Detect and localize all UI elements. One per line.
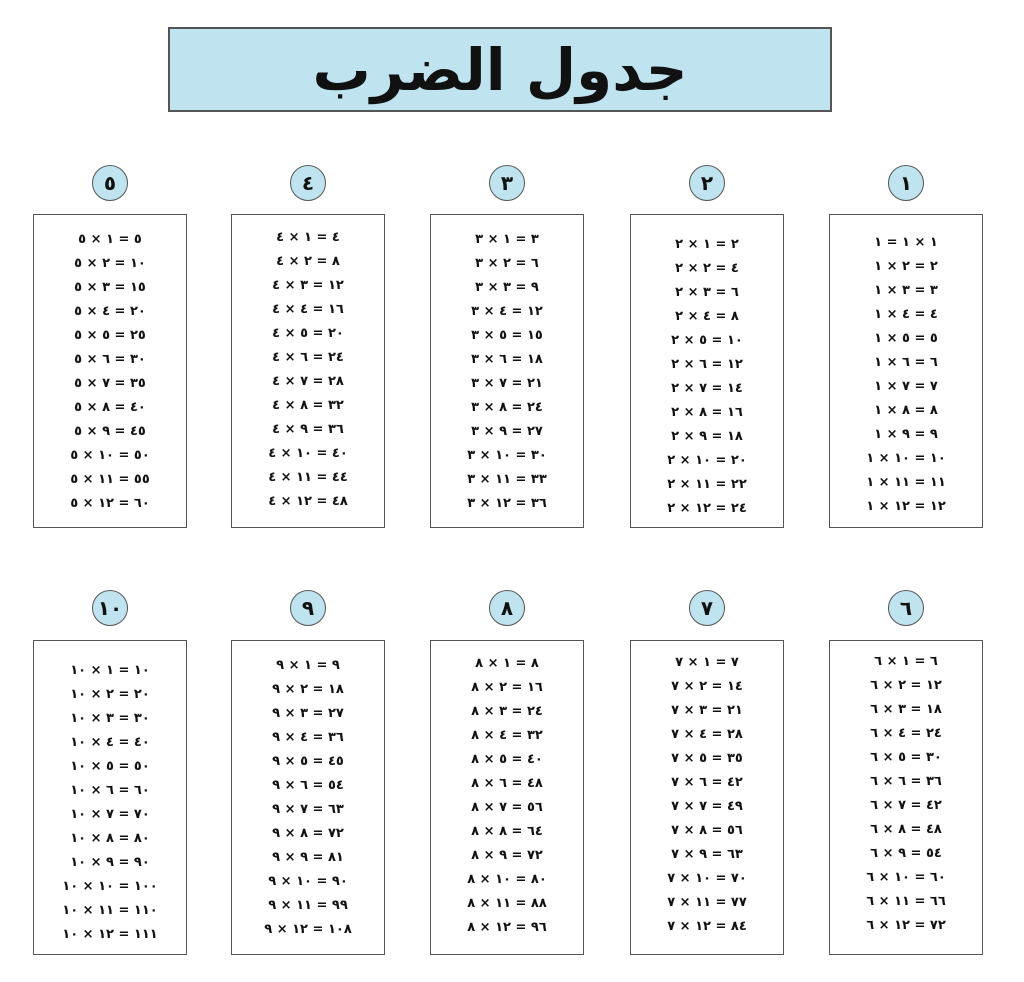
table-card [33, 640, 187, 955]
table-row: ٥٤ = ٩ × ٦ [870, 846, 942, 861]
page-title: جدول الضرب [312, 35, 688, 104]
table-number-badge: ٣ [489, 165, 525, 201]
table-row: ٤٥ = ٥ × ٩ [272, 754, 344, 769]
table-row: ١٢ = ٦ × ٢ [671, 357, 743, 372]
table-number-badge: ٨ [489, 590, 525, 626]
table-row: ٩٩ = ١١ × ٩ [268, 898, 348, 913]
table-row: ٤٥ = ٩ × ٥ [74, 424, 146, 439]
table-row: ٢٤ = ١٢ × ٢ [667, 501, 747, 516]
table-row: ٢٤ = ٦ × ٤ [272, 350, 344, 365]
table-number-badge: ١٠ [92, 590, 128, 626]
table-card [829, 640, 983, 955]
table-row: ١٥ = ٣ × ٥ [74, 280, 146, 295]
table-row: ٩٦ = ١٢ × ٨ [467, 920, 547, 935]
table-row: ٢١ = ٣ × ٧ [671, 703, 743, 718]
table-number-badge: ٤ [290, 165, 326, 201]
table-card [33, 214, 187, 528]
table-row: ٤٠ = ١٠ × ٤ [268, 446, 348, 461]
table-row: ٩ = ٩ × ١ [874, 427, 938, 442]
table-row: ٧٠ = ٧ × ١٠ [70, 807, 150, 822]
table-row: ٤٠ = ٥ × ٨ [471, 752, 543, 767]
table-row: ٦٤ = ٨ × ٨ [471, 824, 543, 839]
table-row: ٣٦ = ٤ × ٩ [272, 730, 344, 745]
table-row: ٥٤ = ٦ × ٩ [272, 778, 344, 793]
table-row: ٣٠ = ٥ × ٦ [870, 750, 942, 765]
table-card [231, 214, 385, 528]
table-row: ٦ = ٢ × ٣ [475, 256, 539, 271]
table-row: ١٤ = ٢ × ٧ [671, 679, 743, 694]
table-row: ٦ = ١ × ٦ [874, 654, 938, 669]
table-row: ٤٩ = ٧ × ٧ [671, 799, 743, 814]
table-row: ٦٣ = ٩ × ٧ [671, 847, 743, 862]
table-row: ١٨ = ٩ × ٢ [671, 429, 743, 444]
table-row: ٩ = ١ × ٩ [276, 658, 340, 673]
table-row: ٢٤ = ٨ × ٣ [471, 400, 543, 415]
table-row: ٨ = ٢ × ٤ [276, 254, 340, 269]
table-row: ١٠ = ٢ × ٥ [74, 256, 146, 271]
table-row: ٢٧ = ٣ × ٩ [272, 706, 344, 721]
table-number-badge: ٩ [290, 590, 326, 626]
table-row: ١٥ = ٥ × ٣ [471, 328, 543, 343]
table-row: ٤٨ = ٦ × ٨ [471, 776, 543, 791]
table-row: ٤ = ٢ × ٢ [675, 261, 739, 276]
table-row: ١٢ = ٣ × ٤ [272, 278, 344, 293]
table-row: ٤٢ = ٧ × ٦ [870, 798, 942, 813]
table-row: ٨ = ٤ × ٢ [675, 309, 739, 324]
table-row: ٥ = ٥ × ١ [874, 331, 938, 346]
table-card [630, 640, 784, 955]
table-row: ٨ = ١ × ٨ [475, 656, 539, 671]
table-row: ٧٧ = ١١ × ٧ [667, 895, 747, 910]
table-row: ١٢ = ١٢ × ١ [866, 499, 946, 514]
table-row: ٩٠ = ٩ × ١٠ [70, 855, 150, 870]
table-row: ٣ = ٣ × ١ [874, 283, 938, 298]
table-row: ٦٠ = ١٠ × ٦ [866, 870, 946, 885]
table-row: ١٠٨ = ١٢ × ٩ [264, 922, 352, 937]
table-row: ١٠ = ١ × ١٠ [70, 663, 150, 678]
table-row: ٨٨ = ١١ × ٨ [467, 896, 547, 911]
table-row: ٧٢ = ١٢ × ٦ [866, 918, 946, 933]
table-row: ٣ = ١ × ٣ [475, 232, 539, 247]
table-row: ٣٥ = ٧ × ٥ [74, 376, 146, 391]
table-row: ٦٣ = ٧ × ٩ [272, 802, 344, 817]
table-card [829, 214, 983, 528]
table-row: ١٦ = ٢ × ٨ [471, 680, 543, 695]
table-row: ٦٠ = ١٢ × ٥ [70, 496, 150, 511]
table-row: ٢٢ = ١١ × ٢ [667, 477, 747, 492]
table-row: ١٦ = ٨ × ٢ [671, 405, 743, 420]
table-row: ٢٠ = ٥ × ٤ [272, 326, 344, 341]
table-row: ٨٠ = ١٠ × ٨ [467, 872, 547, 887]
table-row: ٢٤ = ٤ × ٦ [870, 726, 942, 741]
table-row: ٣٦ = ١٢ × ٣ [467, 496, 547, 511]
table-row: ٦ = ٣ × ٢ [675, 285, 739, 300]
table-row: ١١١ = ١٢ × ١٠ [62, 927, 158, 942]
table-row: ٢٨ = ٤ × ٧ [671, 727, 743, 742]
table-row: ٤٠ = ٨ × ٥ [74, 400, 146, 415]
table-row: ٣٥ = ٥ × ٧ [671, 751, 743, 766]
table-card [430, 214, 584, 528]
table-row: ٤ = ١ × ٤ [276, 230, 340, 245]
table-row: ٣٢ = ٨ × ٤ [272, 398, 344, 413]
table-row: ٥٦ = ٨ × ٧ [671, 823, 743, 838]
table-row: ١٠ = ١٠ × ١ [866, 451, 946, 466]
table-row: ٢٨ = ٧ × ٤ [272, 374, 344, 389]
table-row: ٦٦ = ١١ × ٦ [866, 894, 946, 909]
table-row: ٧ = ١ × ٧ [675, 655, 739, 670]
table-row: ٣٦ = ٩ × ٤ [272, 422, 344, 437]
table-row: ١٨ = ٦ × ٣ [471, 352, 543, 367]
table-card [430, 640, 584, 955]
table-row: ٥٥ = ١١ × ٥ [70, 472, 150, 487]
table-row: ٥٠ = ٥ × ١٠ [70, 759, 150, 774]
table-row: ٨ = ٨ × ١ [874, 403, 938, 418]
table-row: ١٤ = ٧ × ٢ [671, 381, 743, 396]
table-row: ١٢ = ٢ × ٦ [870, 678, 942, 693]
table-row: ٤٠ = ٤ × ١٠ [70, 735, 150, 750]
table-row: ٨٠ = ٨ × ١٠ [70, 831, 150, 846]
table-row: ٦٠ = ٦ × ١٠ [70, 783, 150, 798]
table-row: ٢ = ١ × ٢ [675, 237, 739, 252]
table-row: ٨١ = ٩ × ٩ [272, 850, 344, 865]
table-row: ٣٠ = ٣ × ١٠ [70, 711, 150, 726]
table-row: ٨٤ = ١٢ × ٧ [667, 919, 747, 934]
table-number-badge: ١ [888, 165, 924, 201]
table-row: ٧٢ = ٩ × ٨ [471, 848, 543, 863]
table-row: ٣٣ = ١١ × ٣ [467, 472, 547, 487]
table-row: ٤٨ = ٨ × ٦ [870, 822, 942, 837]
table-row: ٢١ = ٧ × ٣ [471, 376, 543, 391]
table-row: ٢٥ = ٥ × ٥ [74, 328, 146, 343]
table-row: ٤٤ = ١١ × ٤ [268, 470, 348, 485]
table-row: ٢ = ٢ × ١ [874, 259, 938, 274]
table-row: ٥٠ = ١٠ × ٥ [70, 448, 150, 463]
table-row: ٥٦ = ٧ × ٨ [471, 800, 543, 815]
table-row: ١٠٠ = ١٠ × ١٠ [62, 879, 158, 894]
table-number-badge: ٥ [92, 165, 128, 201]
table-card [231, 640, 385, 955]
table-row: ٢٠ = ١٠ × ٢ [667, 453, 747, 468]
table-row: ٤ = ٤ × ١ [874, 307, 938, 322]
table-row: ٤٢ = ٦ × ٧ [671, 775, 743, 790]
table-row: ٧٠ = ١٠ × ٧ [667, 871, 747, 886]
table-row: ٦ = ٦ × ١ [874, 355, 938, 370]
table-row: ٥ = ١ × ٥ [78, 232, 142, 247]
table-row: ٢٠ = ٢ × ١٠ [70, 687, 150, 702]
table-row: ٩٠ = ١٠ × ٩ [268, 874, 348, 889]
table-row: ١١ = ١١ × ١ [866, 475, 946, 490]
table-row: ٣٢ = ٤ × ٨ [471, 728, 543, 743]
table-card [630, 214, 784, 528]
table-number-badge: ٧ [689, 590, 725, 626]
table-number-badge: ٢ [689, 165, 725, 201]
table-row: ٧ = ٧ × ١ [874, 379, 938, 394]
table-row: ١٦ = ٤ × ٤ [272, 302, 344, 317]
table-row: ٢٠ = ٤ × ٥ [74, 304, 146, 319]
table-number-badge: ٦ [888, 590, 924, 626]
table-row: ١١٠ = ١١ × ١٠ [62, 903, 158, 918]
table-row: ٣٦ = ٦ × ٦ [870, 774, 942, 789]
table-row: ٤٨ = ١٢ × ٤ [268, 494, 348, 509]
table-row: ١٢ = ٤ × ٣ [471, 304, 543, 319]
table-row: ٣٠ = ٦ × ٥ [74, 352, 146, 367]
table-row: ٢٤ = ٣ × ٨ [471, 704, 543, 719]
table-row: ١ × ١ = ١ [874, 235, 938, 250]
table-row: ٩ = ٣ × ٣ [475, 280, 539, 295]
table-row: ١٨ = ٣ × ٦ [870, 702, 942, 717]
table-row: ٣٠ = ١٠ × ٣ [467, 448, 547, 463]
title-banner [168, 27, 832, 112]
table-row: ٧٢ = ٨ × ٩ [272, 826, 344, 841]
table-row: ٢٧ = ٩ × ٣ [471, 424, 543, 439]
table-row: ١٠ = ٥ × ٢ [671, 333, 743, 348]
table-row: ١٨ = ٢ × ٩ [272, 682, 344, 697]
